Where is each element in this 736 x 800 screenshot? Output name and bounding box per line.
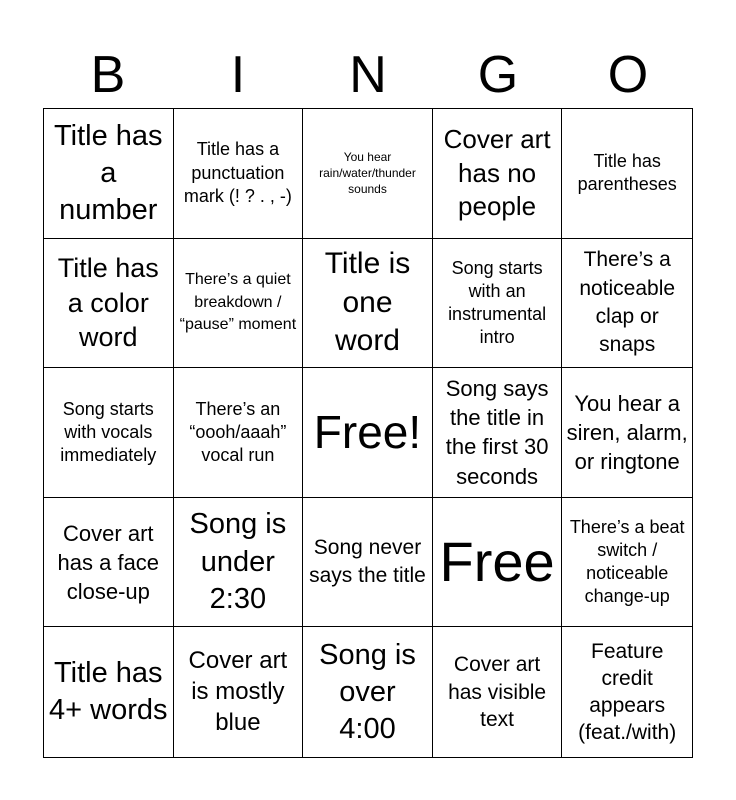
bingo-cell[interactable] [433,109,563,239]
cell-text: Title has a punctuation mark (! ? . , -) [183,139,292,206]
cell-text: Title has a color word [57,253,159,353]
bingo-cell[interactable] [562,239,692,369]
cell-text: Song never says the title [309,535,426,588]
free-space: Free! [313,406,422,459]
cell-text: Cover art is mostly blue [188,647,288,736]
bingo-header [43,42,693,108]
cell-text: Title has a number [54,119,163,226]
bingo-cell[interactable] [174,368,304,498]
cell-text: There’s a noticeable clap or snaps [579,248,676,357]
cell-text: Feature credit appears (feat./with) [578,639,677,745]
cell-text: There’s a beat switch / noticeable change-up [569,517,685,607]
bingo-cell[interactable] [44,368,174,498]
cell-text: Song starts with vocals immediately [60,398,157,465]
bingo-cell[interactable] [174,239,304,369]
cell-text: Cover art has visible text [448,653,547,731]
cell-text: There’s a quiet breakdown / “pause” moment [179,271,297,334]
bingo-cell[interactable] [44,239,174,369]
bingo-cell[interactable] [174,627,304,757]
cell-text: Song is over 4:00 [319,638,416,745]
cell-text: Title is one word [324,247,411,358]
bingo-cell[interactable] [433,239,563,369]
bingo-cell[interactable] [44,109,174,239]
cell-text: Song starts with an instrumental intro [448,257,547,347]
bingo-cell[interactable] [562,627,692,757]
bingo-cell[interactable] [303,627,433,757]
header-letter-b: B [90,46,126,104]
bingo-cell[interactable] [174,498,304,628]
bingo-cell[interactable] [44,627,174,757]
bingo-cell[interactable] [433,368,563,498]
free-space: Free [439,530,555,594]
cell-text: You hear a siren, alarm, or ringtone [566,390,688,474]
bingo-cell[interactable] [562,498,692,628]
bingo-cell[interactable] [174,109,304,239]
bingo-cell[interactable] [44,498,174,628]
cell-text: Cover art has a face close-up [57,520,160,604]
header-letter-n: N [349,46,387,104]
bingo-cell[interactable] [433,498,563,628]
bingo-grid [43,108,693,758]
cell-text: Song says the title in the first 30 seconds [445,376,549,489]
bingo-cell[interactable] [433,627,563,757]
bingo-cell[interactable] [303,498,433,628]
cell-text: Song is under 2:30 [189,508,287,615]
bingo-cell[interactable] [562,109,692,239]
cell-text: Title has 4+ words [49,657,168,727]
cell-text: There’s an “oooh/aaah” vocal run [189,398,287,465]
header-letter-i: I [230,46,246,104]
cell-text: Title has parentheses [577,151,677,195]
bingo-cell[interactable] [562,368,692,498]
bingo-cell[interactable] [303,368,433,498]
header-letter-o: O [607,46,649,104]
bingo-cell[interactable] [303,109,433,239]
cell-text: You hear rain/water/thunder sounds [319,150,416,197]
bingo-cell[interactable] [303,239,433,369]
cell-text: Cover art has no people [443,124,551,221]
header-letter-g: G [477,46,519,104]
